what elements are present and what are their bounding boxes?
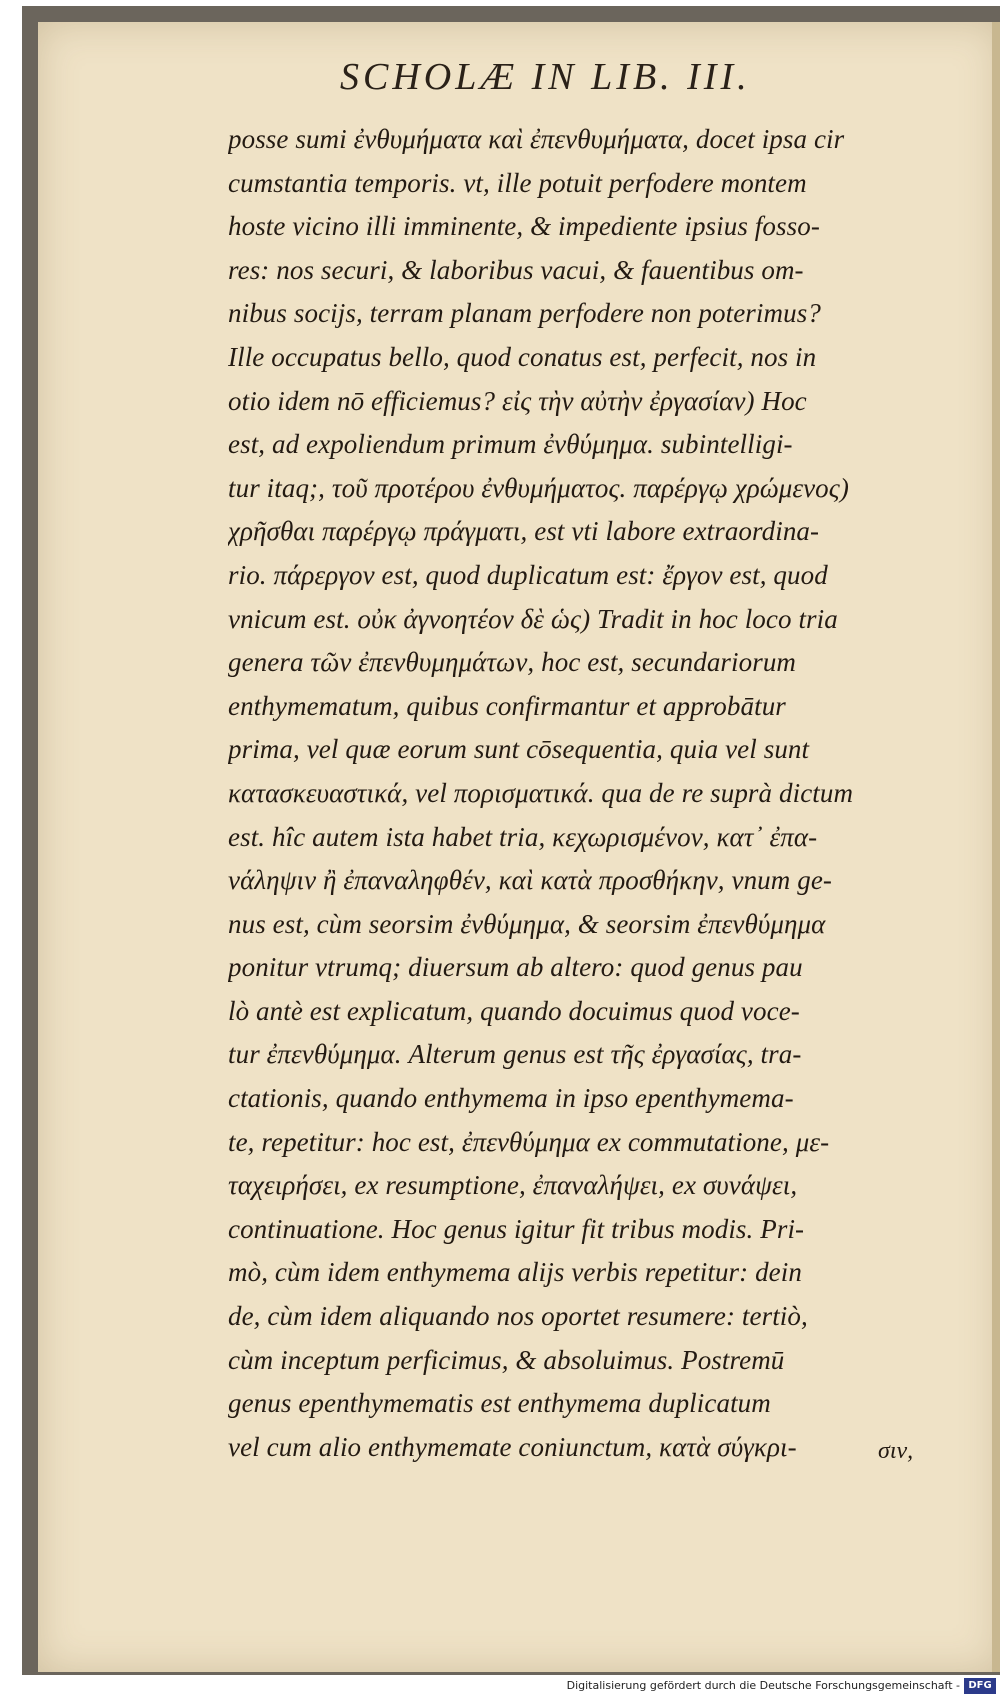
text-line: ταχειρήσει, ex resumptione, ἐπαναλήψει, ex συνάψει, <box>228 1170 798 1201</box>
text-line: otio idem nō efficiemus? εἰς τὴν αὐτὴν ἐργασίαν) Hoc <box>228 385 807 416</box>
text-line: νάληψιν ἢ ἐπαναληφθέν, καὶ κατὰ προσθήκην, vnum ge- <box>228 865 833 896</box>
text-line: vnicum est. οὐκ ἀγνοητέον δὲ ὡς) Tradit in hoc loco tria <box>228 603 838 634</box>
text-line: rio. πάρεργον est, quod duplicatum est: ἔργον est, quod <box>228 559 828 590</box>
text-line: genus epenthymematis est enthymema duplicatum <box>228 1388 771 1419</box>
text-line: Ille occupatus bello, quod conatus est, perfecit, nos in <box>228 341 817 372</box>
catchword: σιν, <box>878 1438 914 1464</box>
text-line: cumstantia temporis. vt, ille potuit perfodere montem <box>228 167 807 198</box>
text-line: genera τῶν ἐπενθυμημάτων, hoc est, secundariorum <box>228 647 797 678</box>
text-line: posse sumi ἐνθυμήματα καὶ ἐπενθυμήματα, docet ipsa cir <box>228 124 845 154</box>
running-head: SCHOLÆ IN LIB. III. <box>340 56 751 98</box>
text-line: nus est, cùm seorsim ἐνθύμημα, & seorsim ἐπενθύμημα <box>228 908 826 939</box>
text-line: mò, cùm idem enthymema alijs verbis repetitur: dein <box>228 1257 802 1288</box>
funding-notice: Digitalisierung gefördert durch die Deutsche Forschungsgemeinschaft - <box>566 1679 960 1692</box>
footer-bar <box>0 1676 1000 1699</box>
text-line: est, ad expoliendum primum ἐνθύμημα. subintelligi- <box>228 429 793 460</box>
dfg-logo-icon[interactable]: DFG <box>964 1678 996 1694</box>
text-line: ctationis, quando enthymema in ipso epenthymema- <box>228 1083 794 1114</box>
text-line: κατασκευαστικά, vel πορισματικά. qua de re suprà dictum <box>228 777 854 808</box>
text-block <box>228 118 954 1469</box>
page-edge <box>992 22 1000 1672</box>
text-line: continuatione. Hoc genus igitur fit tribus modis. Pri- <box>228 1213 805 1244</box>
text-line: χρῆσθαι παρέργῳ πράγματι, est vti labore extraordina- <box>228 516 820 547</box>
text-line: prima, vel quæ eorum sunt cōsequentia, quia vel sunt <box>228 734 810 765</box>
text-line: lò antè est explicatum, quando docuimus quod voce- <box>228 995 800 1026</box>
text-line: de, cùm idem aliquando nos oportet resumere: tertiò, <box>228 1301 808 1332</box>
text-line: est. hîc autem ista habet tria, κεχωρισμένον, κατ᾽ ἐπα- <box>228 821 818 852</box>
text-line: tur itaq;, τοῦ προτέρου ἐνθυμήματος. παρέργῳ χρώμενος) <box>228 472 849 503</box>
text-line: nibus socijs, terram planam perfodere non poterimus? <box>228 298 821 329</box>
text-line: te, repetitur: hoc est, ἐπενθύμημα ex commutatione, με- <box>228 1126 830 1157</box>
text-line: hoste vicino illi imminente, & impediente ipsius fosso- <box>228 211 820 242</box>
text-line: enthymematum, quibus confirmantur et approbātur <box>228 690 786 721</box>
text-line: vel cum alio enthymemate coniunctum, κατὰ σύγκρι- <box>228 1431 797 1462</box>
text-line: ponitur vtrumq; diuersum ab altero: quod genus pau <box>228 952 803 983</box>
text-line: tur ἐπενθύμημα. Alterum genus est τῆς ἐργασίας, tra- <box>228 1039 802 1070</box>
text-line: cùm inceptum perficimus, & absoluimus. Postremū <box>228 1344 785 1375</box>
text-line: res: nos securi, & laboribus vacui, & fauentibus om- <box>228 254 804 285</box>
